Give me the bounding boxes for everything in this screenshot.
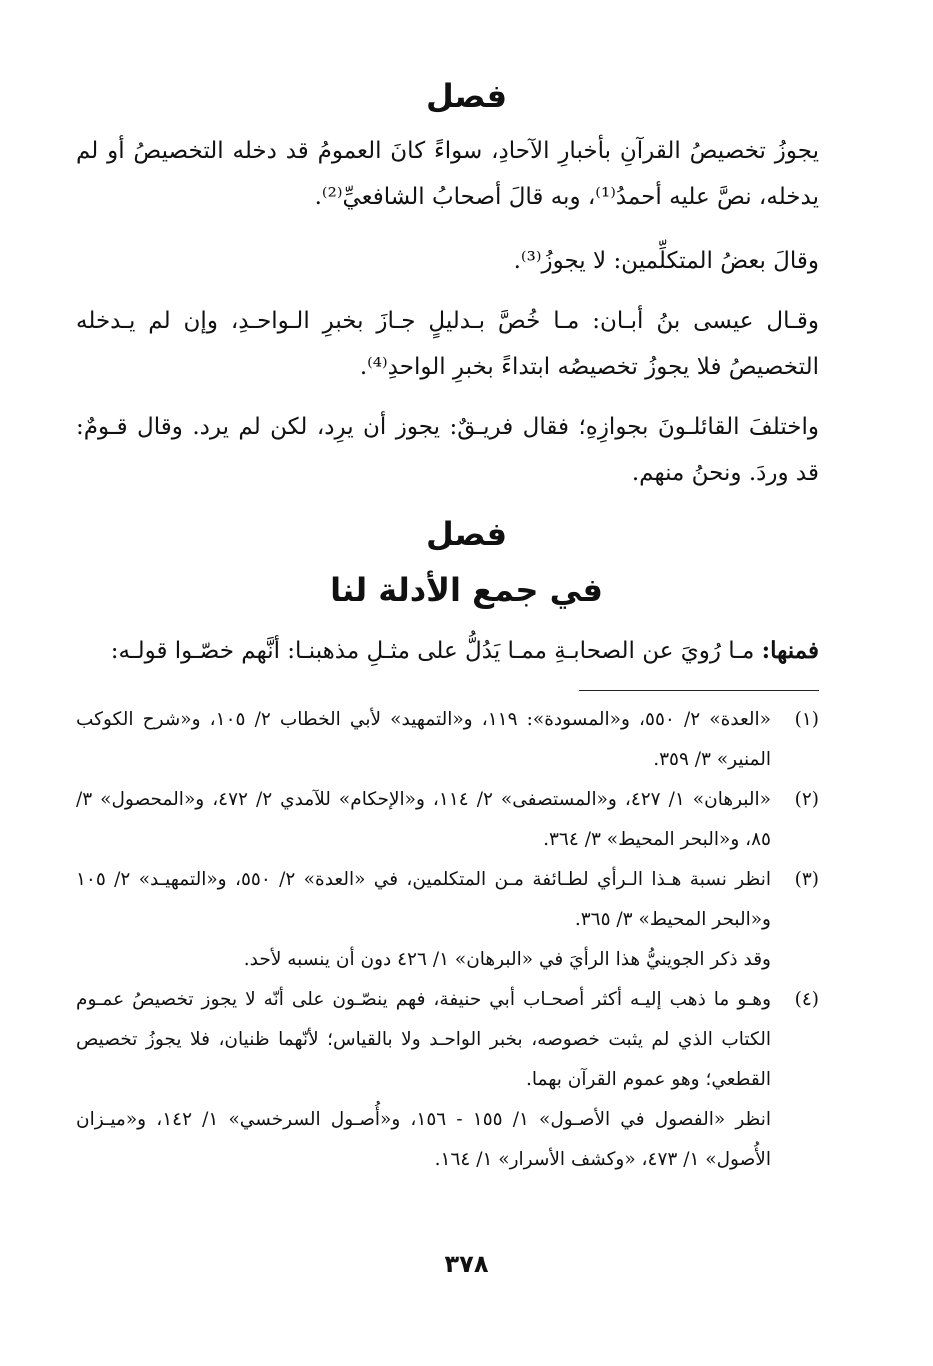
paragraph-text: مـا رُويَ عن الصحابـةِ ممـا يَدُلُّ على مثـلِ مذهبنـا: أنَّهم خصّـوا قولـه: [110,638,762,664]
section-heading-1: فصل [425,77,508,115]
footnote-text: «البرهان» ١/ ٤٢٧، و«المستصفى» ٢/ ١١٤، و«الإحكام» للآمدي ٢/ ٤٧٢، و«المحصول» ٣/ ٨٥، و«البحر المحيط» ٣/ ٣٦٤. [76,789,771,850]
paragraph-3: وقـال عيسى بنُ أبـان: مـا خُصَّ بـدليلٍ جـازَ بخبرِ الـواحـدِ، وإن لم يـدخله التخصيصُ فلا يجوزُ تخصيصُه ابتداءً بخبرِ الواحدِ⁽⁴⁾. [76,308,819,380]
footnote-text: وقد ذكر الجوينيُّ هذا الرأيَ في «البرهان» ١/ ٤٢٦ دون أن ينسبه لأحد. [243,949,771,970]
section-subheading: في جمع الأدلة لنا [330,571,603,609]
footnotes [76,700,819,1180]
footnote-continuation [76,1100,819,1180]
footnote-number: (٤) [794,989,819,1010]
footnote-number: (٢) [794,789,819,810]
section-heading-2: فصل [425,515,508,553]
footnote-number: (١) [794,709,819,730]
footnote-number: (٣) [794,869,819,890]
paragraph-4: واختلفَ القائلـونَ بجوازِهِ؛ فقال فريـقٌ: يجوز أن يرِد، لكن لم يرد. وقال قـومٌ: قد وردَ. ونحنُ منهم. [76,414,819,486]
footnote-text: «العدة» ٢/ ٥٥٠، و«المسودة»: ١١٩، و«التمهيد» لأبي الخطاب ٢/ ١٠٥، و«شرح الكوكب المنير» ٣/ ٣٥٩. [76,709,771,770]
footnote-text: انظر «الفصول في الأصـول» ١/ ١٥٥ - ١٥٦، و«أُصـول السرخسي» ١/ ١٤٢، و«ميـزان الأُصول» ١/ ٤٧٣، «وكشف الأسرار» ١/ ١٦٤. [76,1109,772,1170]
footnote-continuation [76,940,819,980]
paragraph-2: وقالَ بعضُ المتكلِّمين: لا يجوزُ⁽³⁾. [513,248,819,274]
footnote [76,780,819,860]
paragraph-1: يجوزُ تخصيصُ القرآنِ بأخبارِ الآحادِ، سواءً كانَ العمومُ قد دخله التخصيصُ أو لم يدخله، نصَّ عليه أحمدُ⁽¹⁾، وبه قالَ أصحابُ الشافعيِّ⁽²⁾. [76,138,819,210]
footnote-separator [579,690,819,691]
paragraph-5 [76,628,819,674]
footnote [76,860,819,940]
footnote [76,700,819,780]
paragraph-lead: فمنها: [761,637,819,664]
footnote-text: وهـو ما ذهب إليـه أكثر أصحـاب أبي حنيفة، فهم ينصّـون على أنّه لا يجوز تخصيصُ عمـوم الكتاب الذي لم يثبت خصوصه، بخبر الواحـد ولا بالقياس؛ لأنّهما ظنيان، فلا يجوزُ تخصيص القطعي؛ وهو عموم القرآن بهما. [76,989,771,1090]
page-number: ٣٧٨ [444,1250,489,1278]
footnote [76,980,819,1100]
footnote-text: انظر نسبة هـذا الـرأي لطـائفة مـن المتكلمين، في «العدة» ٢/ ٥٥٠، و«التمهيـد» ٢/ ١٠٥ و«البحر المحيط» ٣/ ٣٦٥. [76,869,771,930]
